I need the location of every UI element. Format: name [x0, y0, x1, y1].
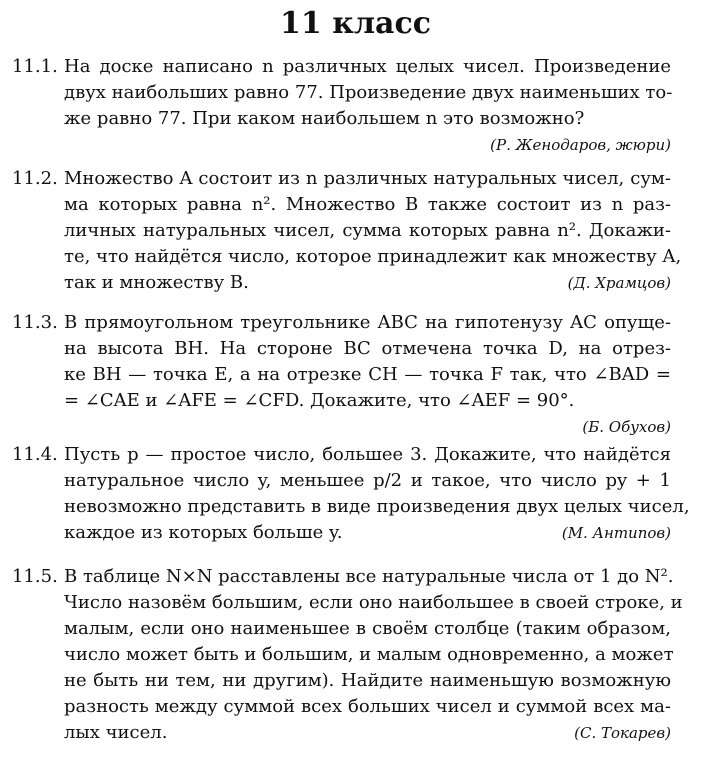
problem-line: ма которых равна n². Множество B также состоит из n раз- — [64, 194, 671, 215]
problem-11-4 — [0, 442, 711, 546]
problem-number: 11.1. — [12, 56, 58, 77]
problem-line: невозможно представить в виде произведения двух целых чисел, — [64, 496, 690, 517]
problem-line: не быть ни тем, ни другим). Найдите наименьшую возможную — [64, 670, 671, 691]
problem-author: (Д. Храмцов) — [567, 274, 671, 292]
problem-text — [64, 310, 671, 414]
problem-line: = ∠CAE и ∠AFE = ∠CFD. Докажите, что ∠AEF = 90°. — [64, 390, 575, 411]
problem-11-1 — [0, 54, 711, 158]
problem-line: лых чисел. — [64, 722, 168, 743]
problem-line: каждое из которых больше y. — [64, 522, 343, 543]
problem-line: натуральное число y, меньшее p/2 и такое, что число py + 1 — [64, 470, 671, 491]
problem-11-5 — [0, 564, 711, 748]
problem-text — [64, 564, 683, 746]
problem-line: двух наибольших равно 77. Произведение двух наименьших то- — [64, 82, 673, 103]
problem-number: 11.2. — [12, 168, 58, 189]
problem-author: (С. Токарев) — [574, 724, 671, 742]
problem-line: же равно 77. При каком наибольшем n это возможно? — [64, 108, 585, 129]
problem-number: 11.4. — [12, 444, 58, 465]
page-title: 11 класс — [280, 6, 431, 41]
problem-line: малым, если оно наименьшее в своём столбце (таким образом, — [64, 618, 671, 639]
problem-line: ке BH — точка E, а на отрезке CH — точка F так, что ∠BAD = — [64, 364, 671, 385]
problem-line: Множество A состоит из n различных натуральных чисел, сум- — [64, 168, 671, 189]
problem-line: В прямоугольном треугольнике ABC на гипотенузу AC опуще- — [64, 312, 671, 333]
problem-line: Пусть p — простое число, большее 3. Докажите, что найдётся — [64, 444, 671, 465]
problem-line: так и множеству B. — [64, 272, 249, 293]
problem-11-3 — [0, 310, 711, 438]
problem-11-2 — [0, 166, 711, 298]
problem-line: на высота BH. На стороне BC отмечена точка D, на отрез- — [64, 338, 671, 359]
problem-number: 11.5. — [12, 566, 58, 587]
problem-line: На доске написано n различных целых чисел. Произведение — [64, 56, 671, 77]
problem-author: (Б. Обухов) — [582, 418, 671, 436]
problem-number: 11.3. — [12, 312, 58, 333]
problem-author: (М. Антипов) — [561, 524, 671, 542]
problem-line: личных натуральных чисел, сумма которых равна n². Докажи- — [64, 220, 671, 241]
problem-line: разность между суммой всех больших чисел и суммой всех ма- — [64, 696, 671, 717]
problem-line: те, что найдётся число, которое принадлежит как множеству A, — [64, 246, 682, 267]
problem-line: число может быть и большим, и малым одновременно, а может — [64, 644, 674, 665]
problem-author: (Р. Женодаров, жюри) — [490, 136, 671, 154]
problem-line: В таблице N×N расставлены все натуральные числа от 1 до N². — [64, 566, 674, 587]
problem-line: Число назовём большим, если оно наибольшее в своей строке, и — [64, 592, 683, 613]
problem-text — [64, 54, 671, 132]
